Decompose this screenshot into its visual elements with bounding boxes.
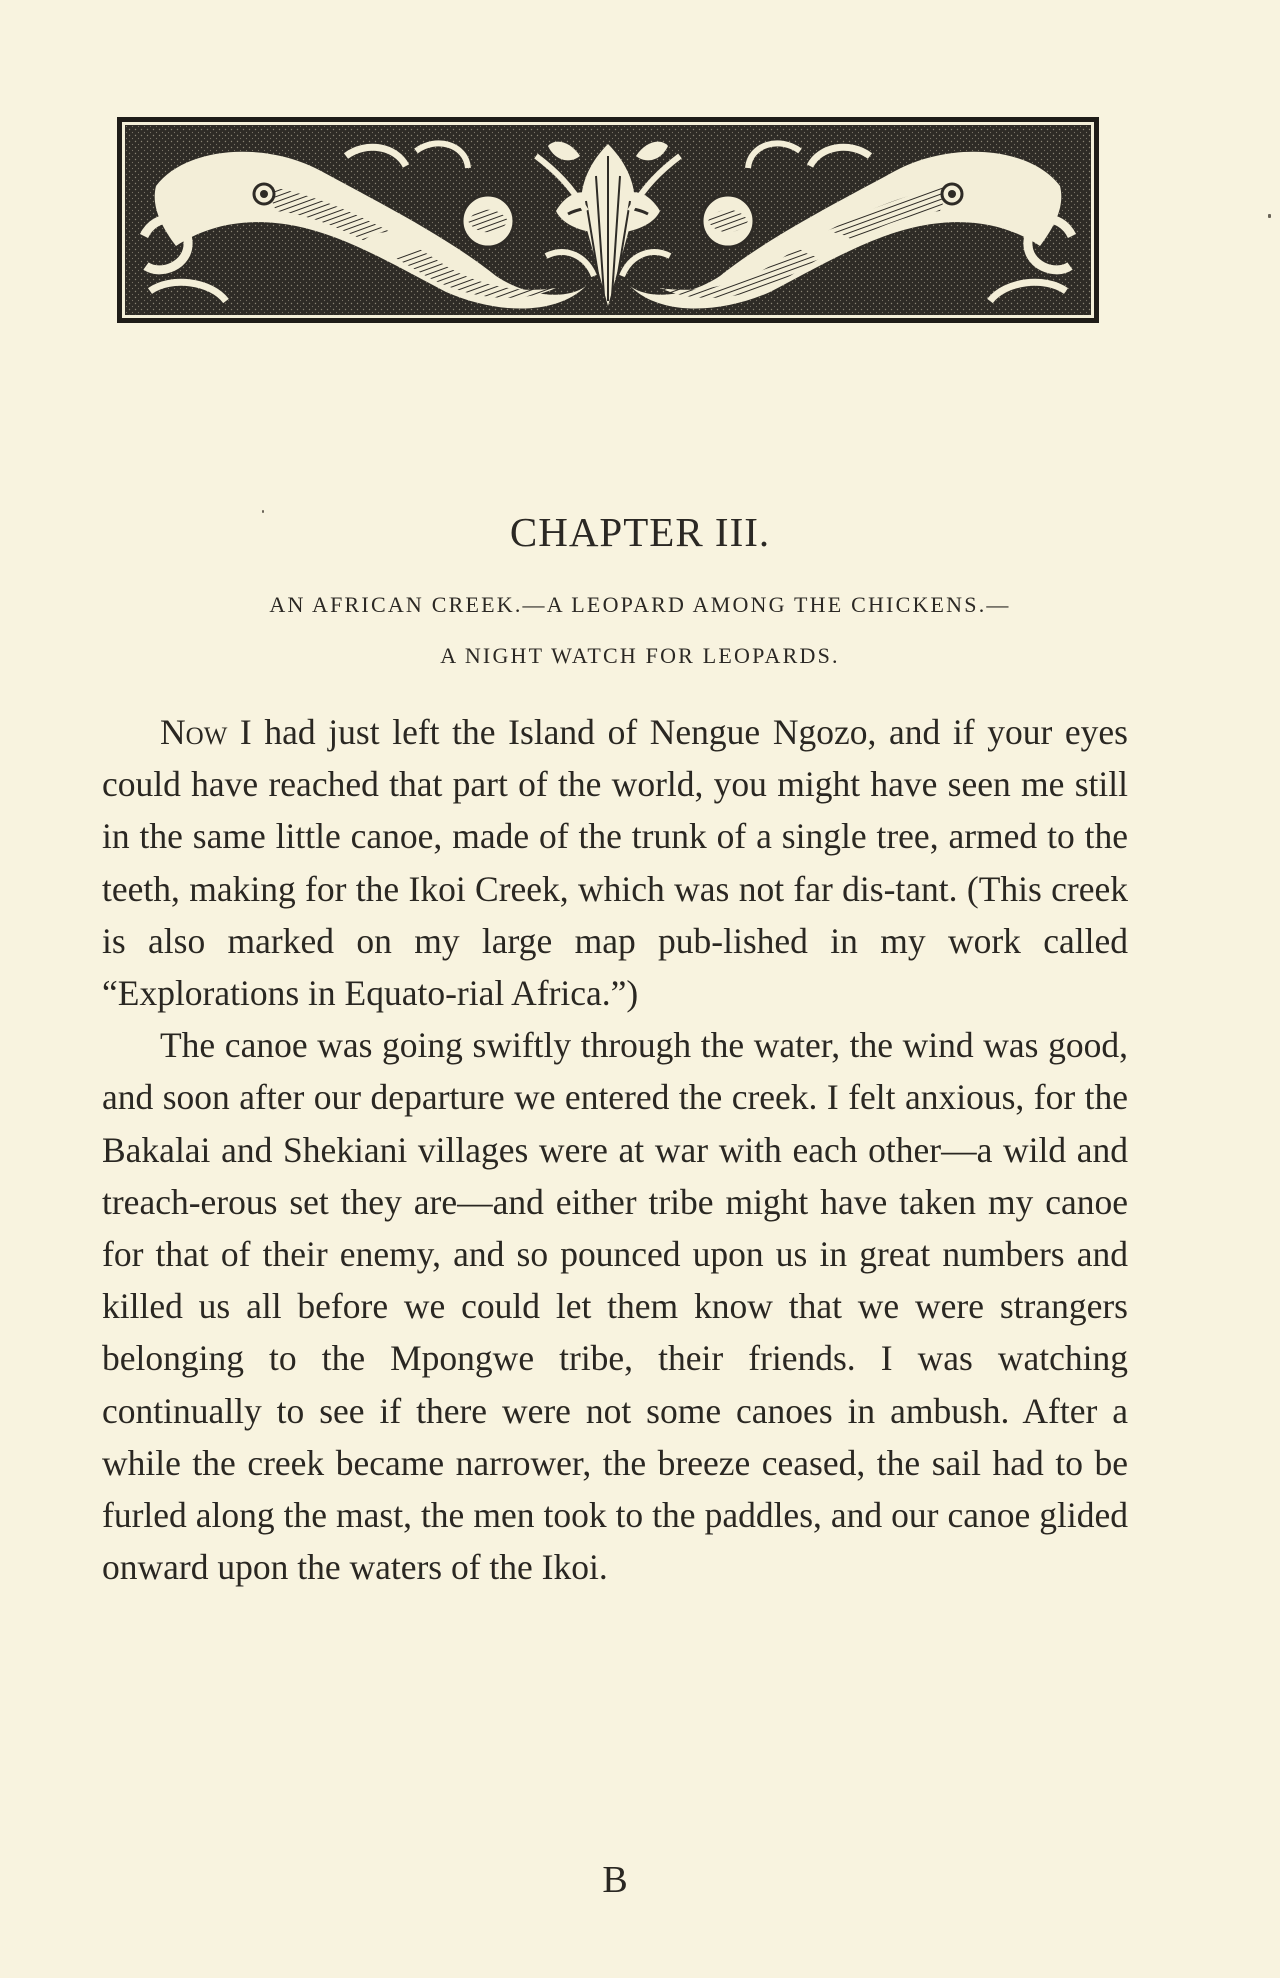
- chapter-subtitle-line-2: A NIGHT WATCH FOR LEOPARDS.: [440, 643, 840, 668]
- paragraph-1-text: I had just left the Island of Nengue Ngozo, and if your eyes could have reached that part of the world, you might have seen me still in the same little canoe, made of the trunk of a single tree, armed to the teeth, making for the Ikoi Creek, which was not far dis-tant. (This creek is also marked on my large map pub-lished in my work called “Explorations in Equato-rial Africa.”): [102, 712, 1128, 1014]
- chapter-body: [102, 706, 1128, 1593]
- signature-mark: B: [602, 1859, 628, 1901]
- chapter-title: CHAPTER III.: [509, 509, 771, 555]
- paragraph-1-first-word: Now: [160, 712, 228, 752]
- headpiece-ornament: [116, 116, 1100, 324]
- chapter-subtitle-line-1: AN AFRICAN CREEK.—A LEOPARD AMONG THE CHICKENS.—: [269, 592, 1011, 617]
- page-speck: [262, 510, 264, 513]
- paragraph-1: [102, 706, 1128, 1019]
- paragraph-2: The canoe was going swiftly through the water, the wind was good, and soon after our departure we entered the creek. I felt anxious, for the Bakalai and Shekiani villages were at war with each other—a wild and treach-erous set they are—and either tribe might have taken my canoe for that of their enemy, and so pounced upon us in great numbers and killed us all before we could let them know that we were strangers belonging to the Mpongwe tribe, their friends. I was watching continually to see if there were not some canoes in ambush. After a while the creek became narrower, the breeze ceased, the sail had to be furled along the mast, the men took to the paddles, and our canoe glided onward upon the waters of the Ikoi.: [102, 1025, 1128, 1588]
- page-speck: [1268, 214, 1271, 218]
